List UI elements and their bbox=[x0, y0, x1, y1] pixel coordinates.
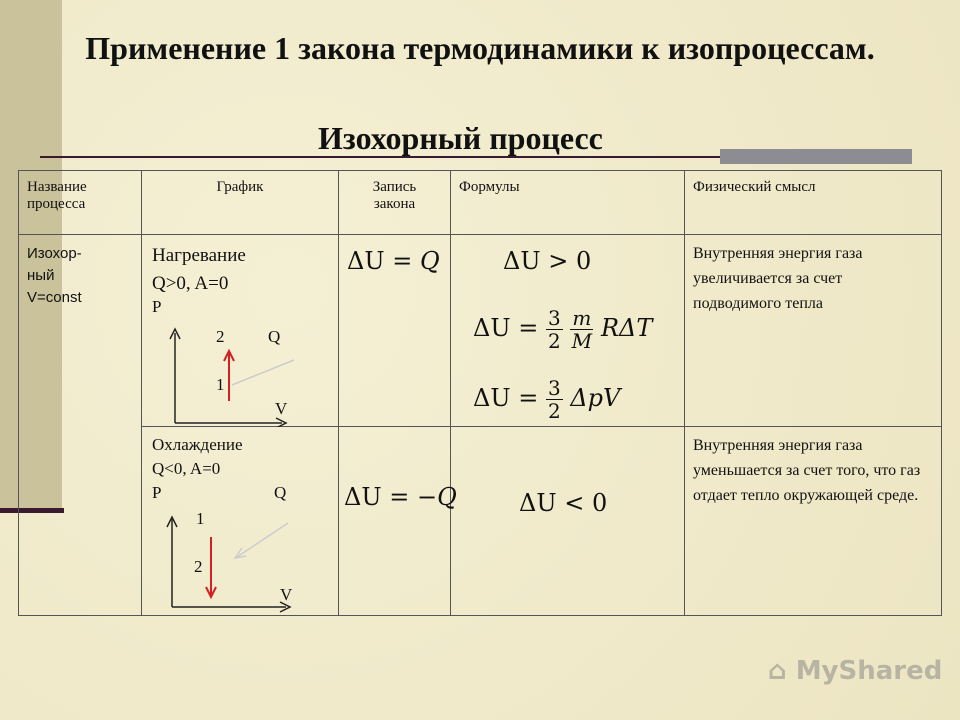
heating-f2-mass-fraction bbox=[570, 307, 593, 352]
heating-f2-den: 2 bbox=[547, 329, 561, 353]
cooling-f1-rhs: 0 bbox=[591, 489, 608, 517]
heating-f3-coef-fraction bbox=[546, 377, 563, 422]
heating-f3-tail: ΔpV bbox=[570, 384, 621, 412]
heating-v-label: V bbox=[275, 399, 288, 418]
heating-p-label: P bbox=[152, 297, 162, 316]
header-meaning: Физический смысл bbox=[693, 179, 816, 195]
heating-meaning: Внутренняя энергия газа увеличивается за счет подводимого тепла bbox=[693, 245, 863, 312]
header-formulas-cell bbox=[451, 171, 685, 235]
cooling-point-2: 2 bbox=[194, 557, 203, 576]
heating-meaning-cell bbox=[685, 235, 942, 427]
cooling-law-eq: = bbox=[389, 483, 410, 511]
heating-f2-num: 3 bbox=[547, 306, 561, 330]
cooling-meaning: Внутренняя энергия газа уменьшается за счет того, что газ отдает тепло окружающей среде. bbox=[693, 437, 921, 504]
header-name: Название процесса bbox=[27, 179, 87, 212]
cooling-f1-lhs: ΔU bbox=[519, 489, 557, 517]
heating-graph-cell bbox=[142, 235, 339, 427]
heating-q-label: Q bbox=[268, 327, 281, 346]
header-law-cell bbox=[339, 171, 451, 235]
heating-formula-1 bbox=[503, 247, 591, 275]
table-row-cooling bbox=[19, 427, 942, 616]
heating-formula-3 bbox=[473, 377, 620, 422]
heating-f2-lhs: ΔU bbox=[473, 314, 511, 342]
cooling-v-label: V bbox=[280, 585, 293, 604]
watermark-text: MyShared bbox=[795, 656, 943, 686]
process-name-cell bbox=[19, 235, 142, 616]
cooling-title: Охлаждение bbox=[152, 435, 243, 454]
cooling-f1-rel: < bbox=[564, 489, 585, 517]
heating-law-cell bbox=[339, 235, 451, 427]
header-graph: График bbox=[216, 179, 264, 195]
heating-pv-graph bbox=[142, 235, 338, 427]
heating-point-2: 2 bbox=[216, 327, 225, 346]
heating-f2-m-num: m bbox=[572, 306, 592, 330]
heating-f1-lhs: ΔU bbox=[503, 247, 541, 275]
process-table bbox=[18, 170, 942, 616]
cooling-law-rhs: −Q bbox=[416, 483, 457, 511]
heating-law-rhs: Q bbox=[419, 247, 440, 275]
heating-f1-rel: > bbox=[548, 247, 569, 275]
heating-law bbox=[347, 247, 440, 275]
heating-f1-rhs: 0 bbox=[575, 247, 592, 275]
heating-f3-lhs: ΔU bbox=[473, 384, 511, 412]
cooling-pv-graph bbox=[142, 427, 338, 616]
heating-conditions: Q>0, A=0 bbox=[152, 273, 229, 294]
cooling-meaning-cell bbox=[685, 427, 942, 616]
process-name-line2: ный bbox=[27, 267, 55, 284]
heating-point-1: 1 bbox=[216, 375, 225, 394]
heating-f2-m-den: M bbox=[571, 329, 593, 353]
header-formulas: Формулы bbox=[459, 179, 520, 195]
cooling-q-arrow bbox=[237, 523, 288, 557]
process-name-line1: Изохор- bbox=[27, 245, 82, 262]
heating-q-arrow bbox=[232, 360, 294, 385]
cooling-law bbox=[344, 483, 457, 511]
cooling-law-lhs: ΔU bbox=[344, 483, 382, 511]
cooling-conditions: Q<0, A=0 bbox=[152, 459, 221, 478]
table-header-row bbox=[19, 171, 942, 235]
page-title: Применение 1 закона термодинамики к изопроцессам. bbox=[85, 30, 875, 66]
section-subtitle: Изохорный процесс bbox=[318, 120, 603, 156]
cooling-p-label: P bbox=[152, 483, 162, 502]
heating-formula-2 bbox=[473, 307, 652, 352]
heating-title: Нагревание bbox=[152, 245, 246, 266]
header-meaning-cell bbox=[685, 171, 942, 235]
cooling-graph-cell bbox=[142, 427, 339, 616]
table-row-heating bbox=[19, 235, 942, 427]
header-graph-cell bbox=[142, 171, 339, 235]
divider-bar bbox=[720, 149, 912, 164]
cooling-q-label: Q bbox=[274, 483, 287, 502]
cooling-point-1: 1 bbox=[196, 509, 205, 528]
heating-f2-coef-fraction bbox=[546, 307, 563, 352]
heating-f3-eq: = bbox=[518, 384, 539, 412]
process-name-line3: V=const bbox=[27, 289, 82, 306]
watermark-icon: ⌂ bbox=[768, 656, 787, 686]
heating-formulas-cell bbox=[451, 235, 685, 427]
header-law: Запись закона bbox=[372, 179, 417, 212]
heating-f2-tail: RΔT bbox=[600, 314, 653, 342]
heating-law-lhs: ΔU bbox=[347, 247, 385, 275]
cooling-law-cell bbox=[339, 427, 457, 616]
watermark-logo bbox=[768, 656, 942, 686]
heating-f3-den: 2 bbox=[547, 399, 561, 423]
heating-f3-num: 3 bbox=[547, 376, 561, 400]
heating-law-eq: = bbox=[392, 247, 413, 275]
header-name-cell bbox=[19, 171, 142, 235]
cooling-formulas-cell bbox=[451, 427, 685, 616]
process-name bbox=[19, 235, 141, 317]
heating-f2-eq: = bbox=[518, 314, 539, 342]
cooling-formula-1 bbox=[519, 489, 607, 517]
